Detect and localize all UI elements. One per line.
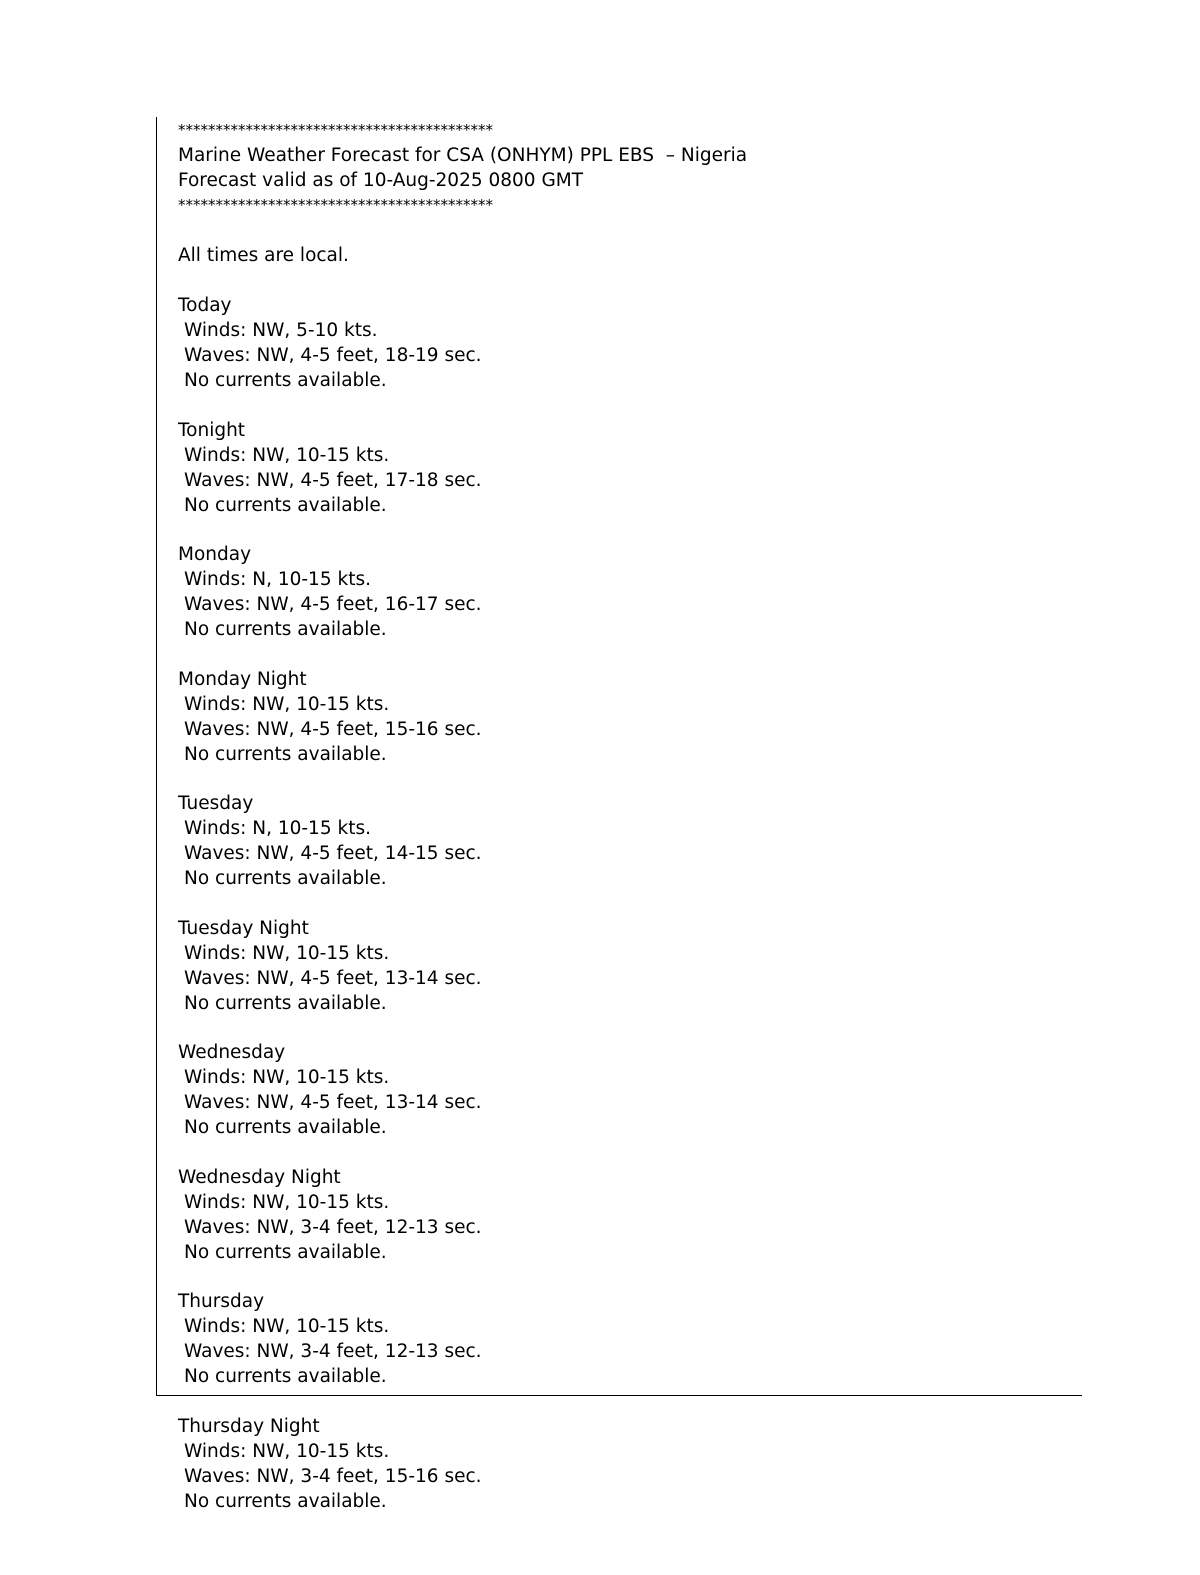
period-waves: Waves: NW, 3-4 feet, 15-16 sec. bbox=[184, 1466, 482, 1487]
period-winds: Winds: N, 10-15 kts. bbox=[184, 818, 371, 839]
period-winds: Winds: NW, 10-15 kts. bbox=[184, 1316, 390, 1337]
period-waves: Waves: NW, 4-5 feet, 18-19 sec. bbox=[184, 345, 482, 366]
period-name: Tonight bbox=[178, 420, 246, 441]
period-waves: Waves: NW, 3-4 feet, 12-13 sec. bbox=[184, 1341, 482, 1362]
period-name: Monday bbox=[178, 544, 252, 565]
period-winds: Winds: NW, 10-15 kts. bbox=[184, 1067, 390, 1088]
period-currents: No currents available. bbox=[184, 495, 387, 516]
period-currents: No currents available. bbox=[184, 1366, 387, 1387]
period-winds: Winds: N, 10-15 kts. bbox=[184, 569, 371, 590]
period-currents: No currents available. bbox=[184, 370, 387, 391]
period-waves: Waves: NW, 3-4 feet, 12-13 sec. bbox=[184, 1217, 482, 1238]
period-waves: Waves: NW, 4-5 feet, 15-16 sec. bbox=[184, 719, 482, 740]
period-name: Tuesday bbox=[178, 793, 254, 814]
period-currents: No currents available. bbox=[184, 993, 387, 1014]
forecast-title: Marine Weather Forecast for CSA (ONHYM) PPL EBS – Nigeria bbox=[178, 145, 748, 166]
period-waves: Waves: NW, 4-5 feet, 17-18 sec. bbox=[184, 470, 482, 491]
period-currents: No currents available. bbox=[184, 1491, 387, 1512]
time-zone-note: All times are local. bbox=[178, 245, 349, 266]
period-waves: Waves: NW, 4-5 feet, 13-14 sec. bbox=[184, 1092, 482, 1113]
period-name: Today bbox=[178, 295, 232, 316]
period-name: Thursday Night bbox=[178, 1416, 320, 1437]
forecast-valid-time: Forecast valid as of 10-Aug-2025 0800 GMT bbox=[178, 170, 584, 191]
stars-divider-bottom: ****************************************** bbox=[178, 196, 493, 214]
period-waves: Waves: NW, 4-5 feet, 13-14 sec. bbox=[184, 968, 482, 989]
period-winds: Winds: NW, 10-15 kts. bbox=[184, 1441, 390, 1462]
period-name: Thursday bbox=[178, 1291, 265, 1312]
period-currents: No currents available. bbox=[184, 868, 387, 889]
stars-divider-top: ****************************************** bbox=[178, 121, 493, 139]
period-currents: No currents available. bbox=[184, 1117, 387, 1138]
period-winds: Winds: NW, 10-15 kts. bbox=[184, 943, 390, 964]
period-currents: No currents available. bbox=[184, 619, 387, 640]
period-winds: Winds: NW, 10-15 kts. bbox=[184, 1192, 390, 1213]
period-currents: No currents available. bbox=[184, 744, 387, 765]
period-name: Tuesday Night bbox=[178, 918, 309, 939]
period-winds: Winds: NW, 10-15 kts. bbox=[184, 445, 390, 466]
period-waves: Waves: NW, 4-5 feet, 16-17 sec. bbox=[184, 594, 482, 615]
period-winds: Winds: NW, 5-10 kts. bbox=[184, 320, 378, 341]
period-winds: Winds: NW, 10-15 kts. bbox=[184, 694, 390, 715]
period-waves: Waves: NW, 4-5 feet, 14-15 sec. bbox=[184, 843, 482, 864]
period-name: Monday Night bbox=[178, 669, 307, 690]
period-name: Wednesday bbox=[178, 1042, 286, 1063]
period-currents: No currents available. bbox=[184, 1242, 387, 1263]
period-name: Wednesday Night bbox=[178, 1167, 341, 1188]
